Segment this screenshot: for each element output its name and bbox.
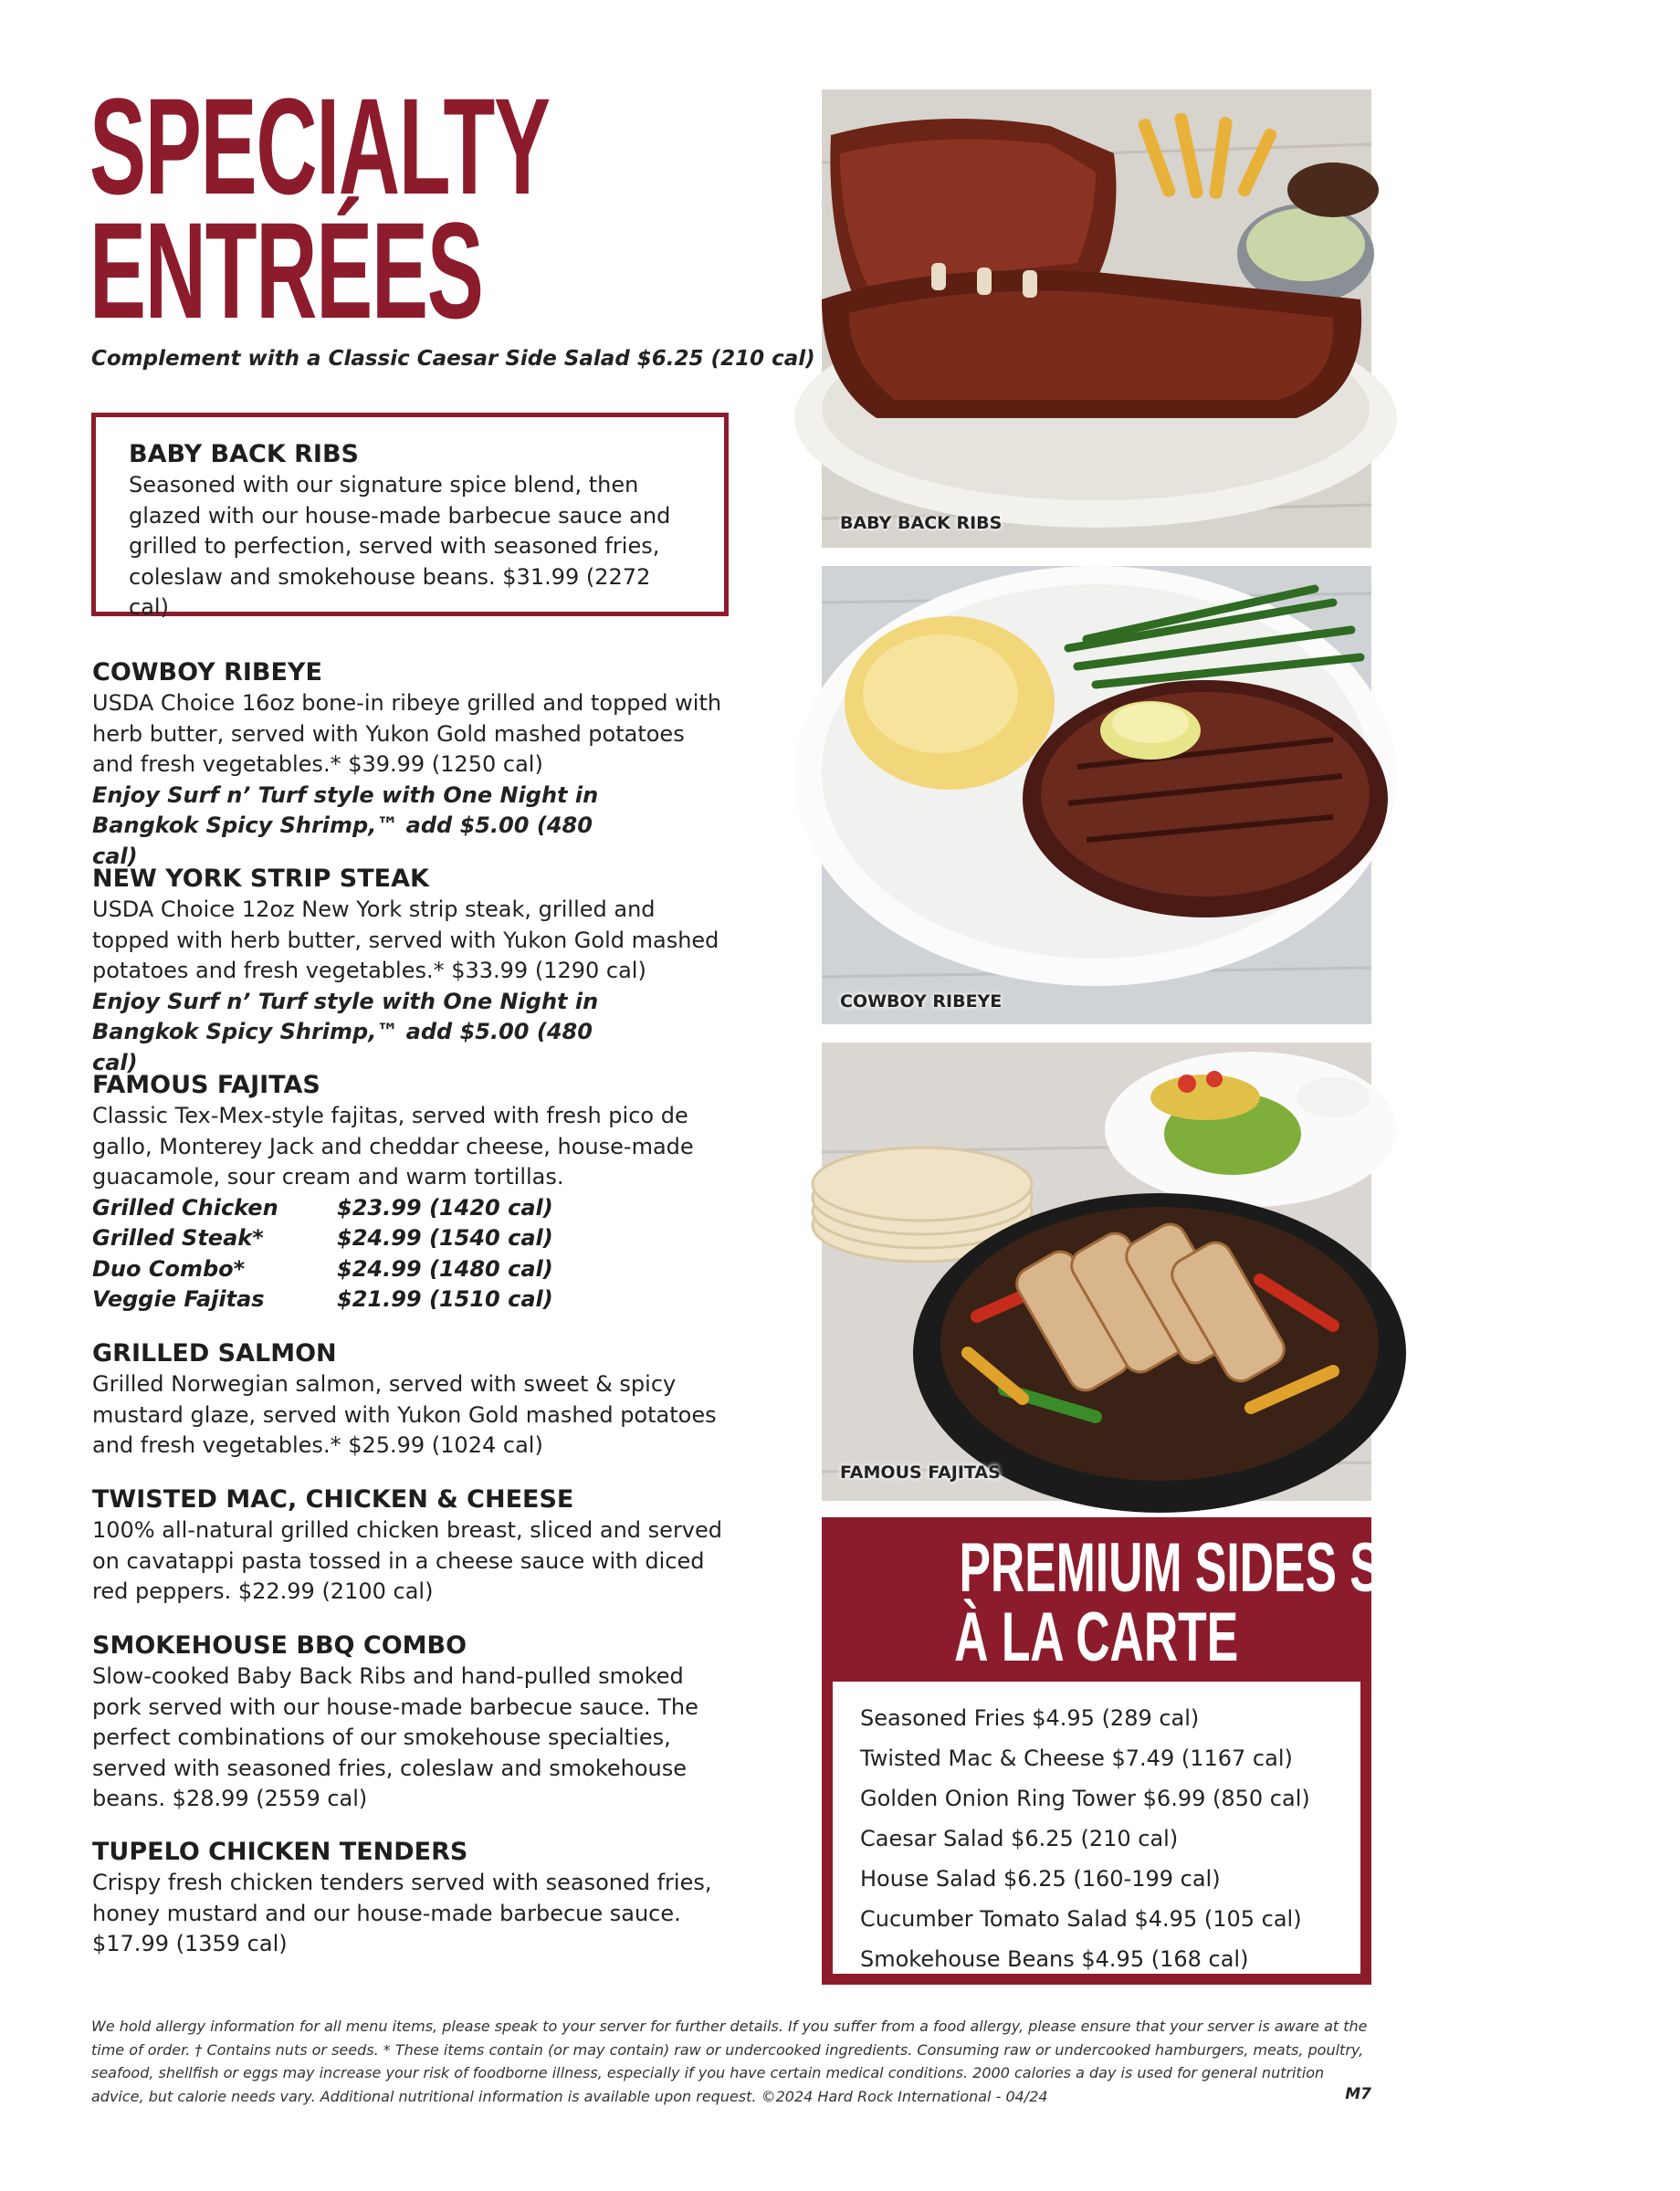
fajitas-illustration bbox=[822, 1043, 1371, 1501]
featured-item-box bbox=[91, 413, 729, 620]
fajita-option-price: $23.99 (1420 cal) bbox=[337, 1194, 553, 1221]
photo-caption: COWBOY RIBEYE bbox=[840, 991, 1003, 1012]
allergy-disclaimer: We hold allergy information for all menu items, please speak to your server for further details. If you suffer from a food allergy, please ensure that your server is aware at the time of order. † Contains nuts or seeds. * These items contain (or may contain) raw or undercooked ingredients. Consuming raw or undercooked hamburgers, meats, poultry, seafood, shellfish or eggs may increase your risk of foodborne illness, especially if you have certain medical conditions. 2000 calories a day is used for general nutrition advice, but calorie needs vary. Additional nutritional information is available upon request. ©2024 Hard Rock International - 04/24 bbox=[91, 2018, 1368, 2105]
fajita-option-price: $24.99 (1540 cal) bbox=[337, 1225, 553, 1251]
sides-title-line1: PREMIUM SIDES SERVED bbox=[959, 1529, 1543, 1607]
fajita-options bbox=[92, 1193, 731, 1316]
fajita-option-name: Grilled Chicken bbox=[92, 1194, 278, 1221]
sides-title-line2: À LA CARTE bbox=[954, 1599, 1239, 1676]
menu-item-name: GRILLED SALMON bbox=[92, 1339, 337, 1368]
page-title-line1: SPECIALTY bbox=[89, 69, 550, 223]
side-item: Twisted Mac & Cheese $7.49 (1167 cal) bbox=[860, 1745, 1293, 1771]
menu-item-name: TUPELO CHICKEN TENDERS bbox=[92, 1838, 468, 1866]
ribs-illustration bbox=[822, 89, 1371, 548]
menu-item-desc: 100% all-natural grilled chicken breast, sliced and served on cavatappi pasta tossed in a cheese sauce with diced red peppers. $22.99 (2100 cal) bbox=[92, 1517, 723, 1604]
menu-item-name: COWBOY RIBEYE bbox=[92, 658, 322, 687]
menu-item-name: SMOKEHOUSE BBQ COMBO bbox=[92, 1631, 467, 1660]
menu-item-famous-fajitas bbox=[92, 1070, 731, 1316]
steak-illustration bbox=[822, 566, 1371, 1024]
featured-item-desc: Seasoned with our signature spice blend, then glazed with our house-made barbecue sauce and grilled to perfection, served with seasoned fries, coleslaw and smokehouse beans. $31.99 (2272 cal) bbox=[129, 472, 671, 620]
page-title-line2: ENTRÉES bbox=[89, 194, 483, 347]
menu-item-grilled-salmon bbox=[92, 1338, 731, 1462]
side-item: Golden Onion Ring Tower $6.99 (850 cal) bbox=[860, 1786, 1310, 1811]
menu-item-name: NEW YORK STRIP STEAK bbox=[92, 865, 429, 893]
premium-sides-panel bbox=[822, 1517, 1543, 1985]
menu-item-desc: Grilled Norwegian salmon, served with sweet & spicy mustard glaze, served with Yukon Gold mashed potatoes and fresh vegetables.* $25.99 (1024 cal) bbox=[92, 1371, 717, 1458]
sides-list bbox=[833, 1682, 1360, 1974]
side-item: Cucumber Tomato Salad $4.95 (105 cal) bbox=[860, 1906, 1302, 1932]
menu-item-ny-strip bbox=[92, 864, 731, 1078]
fajita-option-name: Grilled Steak* bbox=[92, 1225, 264, 1251]
fajita-option-name: Veggie Fajitas bbox=[92, 1286, 265, 1312]
fajita-option-price: $24.99 (1480 cal) bbox=[337, 1255, 553, 1282]
sides-title bbox=[822, 1529, 1543, 1676]
complement-note: Complement with a Classic Caesar Side Salad $6.25 (210 cal) bbox=[91, 347, 815, 371]
featured-item-name: BABY BACK RIBS bbox=[129, 440, 360, 468]
menu-item-note: Enjoy Surf n’ Turf style with One Night in Bangkok Spicy Shrimp,™ add $5.00 (480 cal) bbox=[92, 988, 599, 1075]
side-item: Smokehouse Beans $4.95 (168 cal) bbox=[860, 1946, 1249, 1972]
fajita-option bbox=[92, 1223, 731, 1254]
menu-item-cowboy-ribeye bbox=[92, 657, 731, 872]
page-code: M7 bbox=[1345, 2085, 1371, 2103]
fajita-option bbox=[92, 1254, 731, 1285]
menu-item-smokehouse-bbq bbox=[92, 1630, 731, 1815]
menu-item-name: TWISTED MAC, CHICKEN & CHEESE bbox=[92, 1485, 574, 1514]
fajita-option bbox=[92, 1193, 731, 1224]
fajita-option bbox=[92, 1284, 731, 1316]
ribs-photo bbox=[822, 89, 1371, 548]
fajita-option-name: Duo Combo* bbox=[92, 1255, 246, 1282]
menu-item-twisted-mac bbox=[92, 1484, 731, 1608]
side-item: House Salad $6.25 (160-199 cal) bbox=[860, 1866, 1221, 1892]
menu-item-name: FAMOUS FAJITAS bbox=[92, 1071, 320, 1099]
fajita-option-price: $21.99 (1510 cal) bbox=[337, 1286, 553, 1312]
menu-item-desc: USDA Choice 12oz New York strip steak, grilled and topped with herb butter, served with Yukon Gold mashed potatoes and fresh vegetables.* $33.99 (1290 cal) bbox=[92, 896, 719, 983]
menu-item-note: Enjoy Surf n’ Turf style with One Night in Bangkok Spicy Shrimp,™ add $5.00 (480 cal) bbox=[92, 781, 599, 869]
side-item: Seasoned Fries $4.95 (289 cal) bbox=[860, 1705, 1200, 1731]
menu-item-desc: USDA Choice 16oz bone-in ribeye grilled and topped with herb butter, served with Yukon Gold mashed potatoes and fresh vegetables.* $39.99 (1250 cal) bbox=[92, 690, 722, 777]
menu-item-desc: Classic Tex-Mex-style fajitas, served with fresh pico de gallo, Monterey Jack and cheddar cheese, house-made guacamole, sour cream and warm tortillas. bbox=[92, 1103, 694, 1190]
page-title bbox=[89, 69, 550, 347]
steak-photo bbox=[822, 566, 1371, 1024]
side-item: Caesar Salad $6.25 (210 cal) bbox=[860, 1826, 1179, 1851]
photo-caption: BABY BACK RIBS bbox=[840, 513, 1003, 533]
menu-item-tupelo-tenders bbox=[92, 1837, 731, 1960]
menu-item-desc: Slow-cooked Baby Back Ribs and hand-pulled smoked pork served with our house-made barbecue sauce. The perfect combinations of our smokehouse specialties, served with seasoned fries, coleslaw and smokehouse beans. $28.99 (2559 cal) bbox=[92, 1663, 698, 1811]
photo-caption: FAMOUS FAJITAS bbox=[840, 1462, 1001, 1483]
fajitas-photo bbox=[822, 1043, 1371, 1501]
menu-item-desc: Crispy fresh chicken tenders served with seasoned fries, honey mustard and our house-made barbecue sauce. $17.99 (1359 cal) bbox=[92, 1870, 712, 1956]
